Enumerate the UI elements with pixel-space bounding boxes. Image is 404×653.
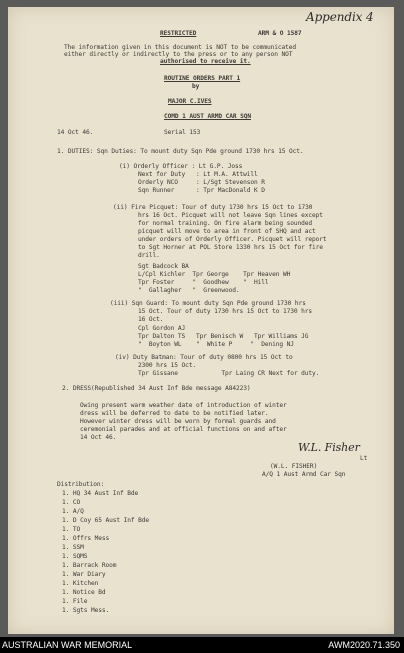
signature-name: (W.L. FISHER) [270, 463, 318, 470]
order-date: 14 Oct 46. [57, 129, 94, 136]
duties-iii-line: Cpl Gordon AJ [138, 325, 186, 332]
duties-ii-line: L/Cpl Kichler Tpr George Tpr Heaven WH [138, 271, 291, 278]
dress-line: Owing present warm weather date of introduction of winter [80, 402, 287, 409]
duties-ii-line: for normal training. On fire alarm being sounded [138, 220, 313, 227]
dress-line: 14 Oct 46. [80, 434, 117, 441]
distribution-item: 1. D Coy 65 Aust Inf Bde [62, 517, 150, 524]
routine-orders-title: ROUTINE ORDERS PART 1 [164, 75, 241, 82]
duties-ii-line: to Sgt Horner at POL Store 1330 hrs 15 Oct for fire [138, 244, 323, 251]
distribution-heading: Distribution: [57, 481, 105, 488]
footer-institution: AUSTRALIAN WAR MEMORIAL [2, 640, 133, 650]
duties-ii-line: Tpr Foster " Goodhew " Hill [138, 279, 269, 286]
notice-line-2: either directly or indirectly to the press or to any person NOT [64, 51, 293, 58]
duties-ii-line: drill. [138, 252, 160, 259]
dress-heading: 2. DRESS(Republished 34 Aust Inf Bde message A84223) [62, 385, 251, 392]
appendix-handwritten: Appendix 4 [306, 10, 374, 24]
by-label: by [192, 83, 200, 90]
notice-line-3: authorised to receive it. [160, 58, 251, 65]
distribution-item: 1. Sgts Mess. [62, 607, 110, 614]
duties-iv-line: Tpr Gissane Tpr Laing CR Next for duty. [138, 370, 320, 377]
duties-ii-line: " Gallagher " Greenwood. [138, 287, 240, 294]
duties-ii-line: (ii) Fire Picquet: Tour of duty 1730 hrs 15 Oct to 1730 [113, 204, 313, 211]
duties-i-line: Next for Duty : Lt M.A. Attwill [138, 171, 258, 178]
distribution-item: 1. Notice Bd [62, 589, 106, 596]
distribution-item: 1. SQMS [62, 553, 88, 560]
dress-line: ceremonial parades and at official functions on and after [80, 426, 287, 433]
duties-ii-line: Sgt Badcock BA [138, 263, 189, 270]
duties-iv-line: (iv) Duty Batman: Tour of duty 0800 hrs 15 Oct to [115, 354, 293, 361]
distribution-item: 1. CO [62, 499, 81, 506]
distribution-item: 1. File [62, 598, 88, 605]
distribution-item: 1. Offrs Mess [62, 535, 110, 542]
distribution-item: 1. TO [62, 526, 81, 533]
signature-rank: Lt [360, 455, 368, 462]
notice-line-1: The information given in this document is NOT to be communicated [64, 44, 297, 51]
distribution-item: 1. Barrack Room [62, 562, 117, 569]
duties-iii-line: (iii) Sqn Guard: To mount duty Sqn Pde ground 1730 hrs [110, 300, 306, 307]
duties-iii-line: " Boyton WL " White P " Dening NJ [138, 341, 294, 348]
distribution-item: 1. A/Q [62, 508, 84, 515]
distribution-item: 1. HQ 34 Aust Inf Bde [62, 490, 139, 497]
signature-title: A/Q 1 Aust Armd Car Sqn [262, 471, 346, 478]
distribution-item: 1. War Diary [62, 571, 106, 578]
distribution-item: 1. SSM [62, 544, 84, 551]
signature-scribble: W.L. Fisher [298, 441, 360, 454]
duties-i-line: (i) Orderly Officer : Lt G.P. Joss [119, 163, 243, 170]
duties-ii-line: picquet will move to area in front of SHQ and act [138, 228, 316, 235]
arm-reference: ARM & O 1587 [258, 30, 302, 37]
duties-iii-line: 16 Oct. [138, 316, 164, 323]
duties-i-line: Orderly NCO : L/Sgt Stevenson R [138, 179, 265, 186]
footer-accession-number: AWM2020.71.350 [328, 640, 400, 650]
distribution-item: 1. Kitchen [62, 580, 99, 587]
duties-ii-line: under orders of Orderly Officer. Picquet will report [138, 236, 327, 243]
duties-ii-line: hrs 16 Oct. Picquet will not leave Sqn lines except [138, 212, 323, 219]
restricted-label: RESTRICTED [160, 30, 197, 37]
command-title: COMD 1 AUST ARMD CAR SQN [164, 113, 252, 120]
duties-i-line: Sqn Runner : Tpr MacDonald K D [138, 187, 265, 194]
major-name: MAJOR C.IVES [168, 98, 212, 105]
duties-iv-line: 2300 hrs 15 Oct. [138, 362, 197, 369]
dress-line: However winter dress will be worn by formal guards and [80, 418, 276, 425]
dress-line: dress will be deferred to date to be notified later. [80, 410, 269, 417]
serial-number: Serial 153 [164, 129, 201, 136]
duties-heading: 1. DUTIES: Sqn Duties: To mount duty Sqn Pde ground 1730 hrs 15 Oct. [57, 148, 304, 155]
duties-iii-line: Tpr Dalton TS Tpr Benisch W Tpr Williams JG [138, 333, 309, 340]
duties-iii-line: 15 Oct. Tour of duty 1730 hrs 15 Oct to 1730 hrs [138, 308, 313, 315]
